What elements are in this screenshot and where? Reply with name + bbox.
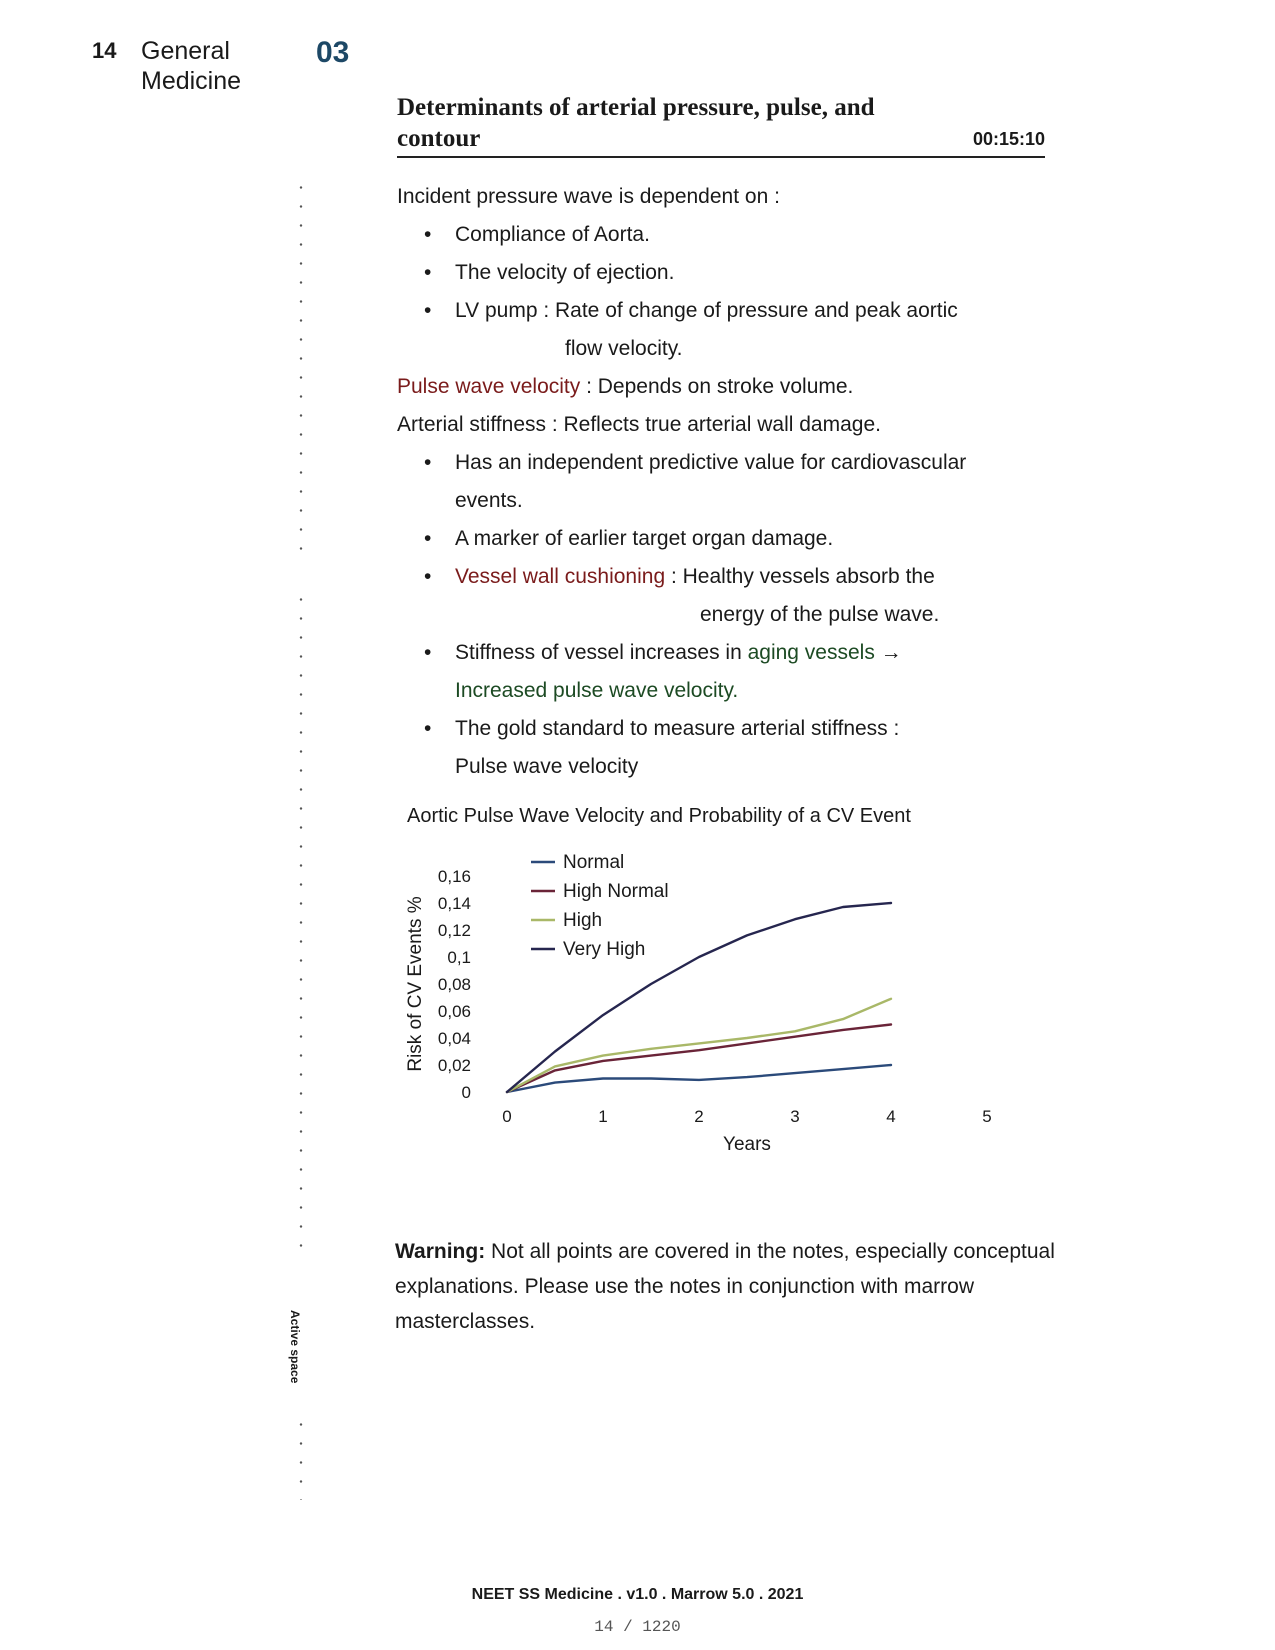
list-item-continued: flow velocity. [565,337,683,360]
list-item: • The velocity of ejection. [397,254,1047,292]
pwv-text: : Depends on stroke volume. [580,375,854,398]
subject-name: General Medicine [141,37,242,95]
aging-term: aging vessels [747,641,875,664]
page-counter: 14 / 1220 [594,1618,681,1636]
list-item: • The gold standard to measure arterial stiffness : [397,710,1047,748]
arrow-glyph: → [874,641,902,664]
y-tick-label: 0,08 [437,975,471,994]
notes-body [397,178,1047,786]
y-tick-label: 0,1 [447,948,471,967]
warning-text: Not all points are covered in the notes, especially conceptual explanations. Please use the notes in conjunction with marrow masterclasses. [395,1240,1055,1333]
section-heading [397,90,1045,158]
pwv-term: Pulse wave velocity [397,375,581,398]
list-item-continued: Increased pulse wave velocity. [455,679,739,702]
list-item [397,634,1047,672]
x-axis-label: Years [723,1134,771,1155]
list-item: • Has an independent predictive value for cardiovascular [397,444,1047,482]
active-space-label: Active space [288,1310,302,1384]
list-item: • A marker of earlier target organ damage. [397,520,1047,558]
legend-label: Normal [563,852,625,873]
chart-svg [397,800,1057,1200]
margin-dots-upper [299,178,303,558]
x-tick-label: 1 [598,1107,608,1126]
pwv-chart [397,800,1057,1200]
y-tick-label: 0,04 [437,1029,471,1048]
stiffness-intro: Arterial stiffness : Reflects true arterial wall damage. [397,413,881,436]
list-item: • LV pump : Rate of change of pressure and peak aortic [397,292,1047,330]
x-tick-label: 3 [790,1107,800,1126]
chart-title: Aortic Pulse Wave Velocity and Probability of a CV Event [407,805,911,827]
y-tick-label: 0,14 [437,894,471,913]
list-item-continued: energy of the pulse wave. [700,603,940,626]
list-item-continued: events. [455,489,523,512]
legend-label: Very High [563,939,646,960]
list-item [397,558,1047,596]
list-item-continued: Pulse wave velocity [455,755,639,778]
warning-label: Warning: [395,1240,486,1263]
margin-dots-lower [299,1415,303,1500]
y-tick-label: 0 [461,1083,471,1102]
list-item: • Compliance of Aorta. [397,216,1047,254]
incident-intro: Incident pressure wave is dependent on : [397,185,780,208]
y-axis-label: Risk of CV Events % [405,896,426,1072]
y-tick-label: 0,02 [437,1056,471,1075]
pwv-line [397,368,1047,406]
x-tick-label: 2 [694,1107,704,1126]
x-tick-label: 4 [886,1107,896,1126]
chapter-number: 03 [316,36,350,69]
edition-footer: NEET SS Medicine . v1.0 . Marrow 5.0 . 2021 [471,1586,804,1603]
y-tick-label: 0,16 [437,867,471,886]
x-tick-label: 0 [502,1107,512,1126]
video-timestamp[interactable]: 00:15:10 [972,129,1045,149]
legend-label: High Normal [563,881,669,902]
x-tick-label: 5 [982,1107,992,1126]
y-tick-label: 0,06 [437,1002,471,1021]
margin-dots-middle [299,590,303,1250]
cushioning-term: Vessel wall cushioning [455,565,666,588]
legend-label: High [563,910,603,931]
y-tick-label: 0,12 [437,921,471,940]
warning-note [395,1234,1055,1339]
section-title: Determinants of arterial pressure, pulse, and contour [397,94,875,152]
page-number: 14 [92,38,117,63]
cushioning-text: : Healthy vessels absorb the [665,565,935,588]
aging-text: Stiffness of vessel increases in [455,641,748,664]
